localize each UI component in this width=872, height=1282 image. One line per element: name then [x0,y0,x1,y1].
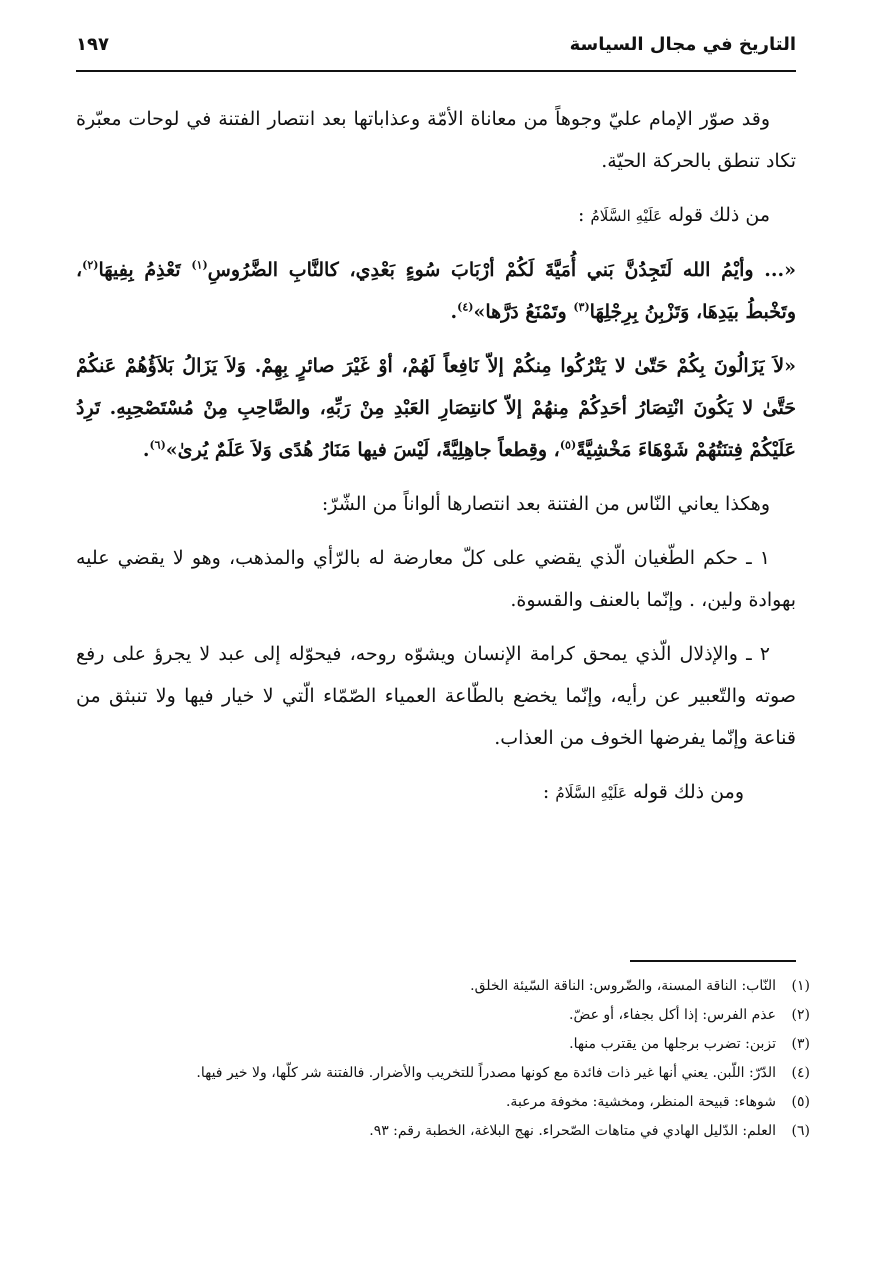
footnote-number: (١) [791,978,810,994]
quote-text: تَعْذِمُ بِفِيهَا [98,259,181,281]
quote-text: ، وقِطعاً جاهِلِيَّةً، لَيْسَ فيها مَنَارُ هُدًى وَلاَ عَلَمٌ يُرىٰ» [165,439,560,461]
quote-intro-text: ومن ذلك قوله [632,781,744,803]
footnote-ref: (١) [191,258,208,272]
footnote-number: (٤) [791,1065,810,1081]
list-item: ٢ ـ والإذلال الّذي يمحق كرامة الإنسان ويشوّه روحه، فيحوّله إلى عبد لا يجرؤ على رفع صوته والتّعبير عن رأيه، وإنّما يخضع بالطّاعة العمياء الصّمّاء الّتي لا خيار فيها ولا تنبثق من قناعة وإنّما يفرضها الخوف من العذاب. [76,643,796,749]
page-header [76,30,796,66]
quote-block-2 [76,345,796,471]
page-number: ١٩٧ [76,34,109,55]
footnote-ref: (٢) [82,258,99,272]
footnote-number: (٥) [791,1094,810,1110]
quote-text: «لاَ يَزَالُونَ بِكُمْ حَتّىٰ لا يَتْرُكُوا مِنكُمْ إلاّ نَافِعاً لَهُمْ، أوْ غَيْرَ صائرٍ بِهِمْ. وَلاَ يَزَالُ بَلاَؤُهُمْ عَنكُمْ حَتَّىٰ لا يَكُونَ انْتِصَارُ أحَدِكُمْ مِنهُمْ إلاّ كانتِصَارِ العَبْدِ مِنْ رَبِّهِ، والصَّاحِبِ مِنْ مُسْتَصْحِبِهِ. تَرِدُ عَلَيْكُمْ فِتنَتُهُمْ شَوْهَاءَ مَخْشِيَّةً [76,355,796,461]
main-text [76,98,796,826]
footnote [76,1117,810,1146]
footnote-text: عذم الفرس: إذا أكل بجفاء، أو عضّ. [569,1007,776,1023]
footnote-ref: (٥) [559,438,577,452]
footnote [76,1030,810,1059]
quote-text: . [450,301,458,323]
colon: : [578,204,585,226]
footnote [76,1001,810,1030]
footnote-rule [630,960,796,962]
footnote-text: العلم: الدّليل الهادي في متاهات الصّحراء. نهج البلاغة، الخطبة رقم: ٩٣. [369,1123,776,1139]
quote-text: . [142,439,150,461]
footnote-ref: (٣) [573,300,590,314]
footnote [76,972,810,1001]
quote-text: وتَمْنَعُ دَرَّها» [473,301,567,323]
footnote-number: (٢) [791,1007,810,1023]
footnote-ref: (٤) [457,300,474,314]
paragraph: وقد صوّر الإمام عليّ وجوهاً من معاناة الأمّة وعذاباتها بعد انتصار الفتنة في لوحات معبّرة تكاد تنطق بالحركة الحيّة. [76,108,796,172]
quote-text: ، وتَخْبطُ بيَدِهَا، وَتَزْبِنُ بِرِجْلِهَا [76,259,796,323]
footnote-text: تزبن: تضرب برجلها من يقترب منها. [569,1036,776,1052]
footnote-ref: (٦) [149,438,166,452]
footnote-text: الدّرّ: اللّبن. يعني أنها غير ذات فائدة مع كونها مصدراً للتخريب والأضرار. فالفتنة شر كلّها، ولا خير فيها. [196,1065,776,1081]
running-title: التاريخ في مجال السياسة [569,34,796,55]
footnote-number: (٣) [791,1036,810,1052]
header-rule [76,70,796,72]
footnotes [76,972,810,1146]
list-item: ١ ـ حكم الطّغيان الّذي يقضي على كلّ معارضة له بالرّأي والمذهب، وهو لا يقضي عليه بهوادة ولين، . وإنّما بالعنف والقسوة. [76,547,796,611]
honorific-glyph: عَلَيْهِ السَّلَامُ [555,784,627,802]
quote-intro [76,194,796,237]
quote-intro [76,771,796,814]
footnote-number: (٦) [791,1123,810,1139]
quote-block-1 [76,249,796,333]
footnote [76,1059,810,1088]
honorific-glyph: عَلَيْهِ السَّلَامُ [590,207,663,225]
footnote [76,1088,810,1117]
paragraph: وهكذا يعاني النّاس من الفتنة بعد انتصارها ألواناً من الشّرّ: [321,493,770,515]
footnote-text: النّاب: الناقة المسنة، والضّروس: الناقة السّيئة الخلق. [470,978,776,994]
colon: : [542,781,550,803]
quote-text: «... وأيْمُ الله لَتَجِدُنَّ بَني أُمَيَّةَ لَكُمْ أرْبَابَ سُوءٍ بَعْدِي، كالنَّابِ الضَّرُوسِ [207,259,796,281]
footnote-text: شوهاء: قبيحة المنظر، ومخشية: مخوفة مرعبة. [505,1094,776,1110]
quote-intro-text: من ذلك قوله [668,204,770,226]
